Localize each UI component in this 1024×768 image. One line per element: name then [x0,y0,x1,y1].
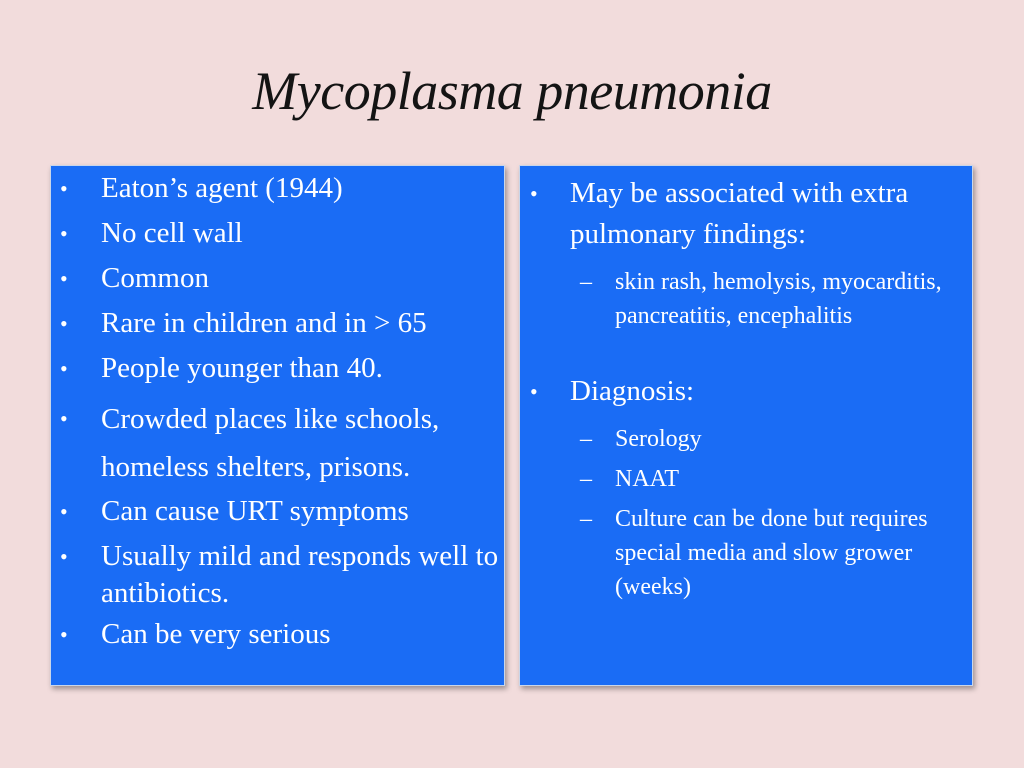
list-item-text: Eaton’s agent (1944) [101,172,343,204]
bullet-icon: • [530,379,538,404]
list-item [51,538,506,612]
bullet-icon: • [60,221,68,246]
list-item [520,173,974,255]
right-content-panel [519,165,973,686]
list-item-text: Rare in children and in > 65 [101,307,427,339]
list-item-text: Common [101,262,209,294]
bullet-icon: • [60,266,68,291]
list-item-text: People younger than 40. [101,352,383,384]
dash-icon: – [580,506,592,532]
list-item [51,215,506,252]
bullet-icon: • [60,311,68,336]
right-bullet-list [520,173,974,257]
sub-list-item-text: NAAT [615,466,679,492]
dash-icon: – [580,426,592,452]
list-item-text: Can cause URT symptoms [101,495,409,527]
list-item [51,260,506,297]
sub-list-item-text: Culture can be done but requires special media and slow grower (weeks) [615,506,928,600]
sub-list-diagnosis [520,422,974,610]
list-item-text: Usually mild and responds well to antibiotics. [101,540,499,609]
list-item [51,395,506,491]
list-item-text: Diagnosis: [570,375,695,407]
bullet-icon: • [60,544,68,569]
list-item-text: May be associated with extra pulmonary findings: [570,177,909,250]
left-bullet-list [51,170,506,661]
left-content-panel [50,165,505,686]
bullet-icon: • [60,622,68,647]
bullet-icon: • [60,356,68,381]
dash-icon: – [580,466,592,492]
list-item [51,170,506,207]
list-item [51,493,506,530]
sub-list-item-text: skin rash, hemolysis, myocarditis, pancreatitis, encephalitis [615,269,942,329]
list-item-text: No cell wall [101,217,243,249]
list-item-text: Crowded places like schools, homeless shelters, prisons. [101,403,440,483]
list-item [51,616,506,653]
sub-list-item-text: Serology [615,426,702,452]
sub-list-item [520,462,974,496]
slide-title: Mycoplasma pneumonia [252,61,772,121]
list-item-text: Can be very serious [101,618,331,650]
bullet-icon: • [60,499,68,524]
bullet-icon: • [530,181,538,206]
sub-list-item [520,502,974,604]
list-item [520,371,974,412]
list-item [51,350,506,387]
sub-list-extra-pulmonary [520,265,974,339]
right-bullet-list-2 [520,371,974,414]
sub-list-item [520,265,974,333]
sub-list-item [520,422,974,456]
list-item [51,305,506,342]
dash-icon: – [580,269,592,295]
bullet-icon: • [60,176,68,201]
bullet-icon: • [60,406,68,431]
